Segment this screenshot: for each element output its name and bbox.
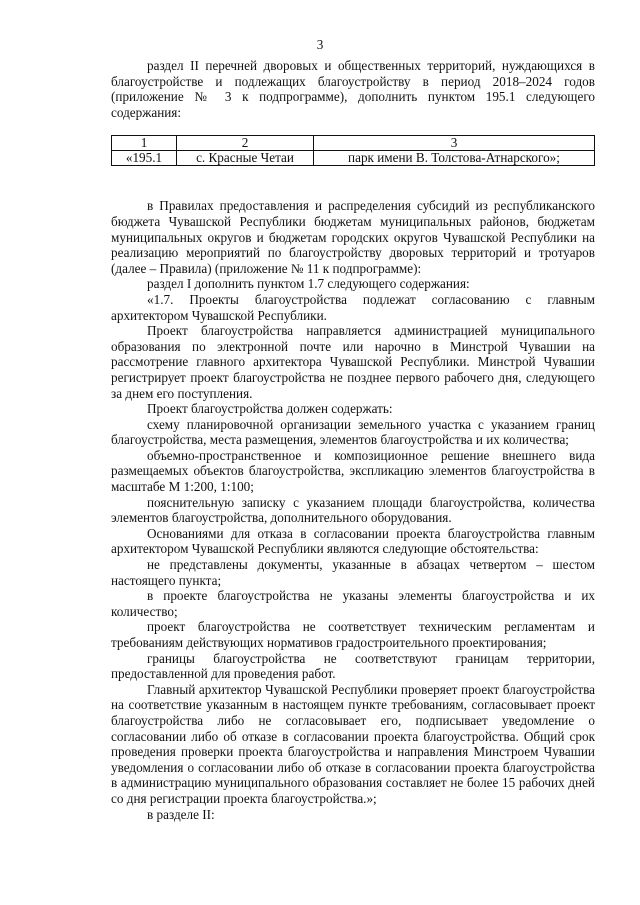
paragraph-section-i: раздел I дополнить пунктом 1.7 следующего содержания:	[147, 276, 470, 292]
paragraph-refusal-regulations: проект благоустройства не соответствует техническим регламентам и требованиям действующих нормативов градостроительного проектирования;	[111, 619, 595, 650]
document-body	[111, 58, 595, 822]
paragraph-review-procedure: Главный архитектор Чувашской Республики проверяет проект благоустройства на соответствие указанным в настоящем пункте требованиям, согласовывает проект благоустройства либо не согласовывает его, подписывает уведомление о согласовании либо об отказе в согласовании проекта благоустройства. Общий срок проведения проверки проекта благоустройства и направления Минстроем Чувашии уведомления о согласовании либо об отказе в согласовании проекта благоустройства в администрацию муниципального образования составляет не более 15 рабочих дней со дня регистрации проекта благоустройства.»;	[111, 681, 595, 806]
paragraph-refusal-elements: в проекте благоустройства не указаны элементы благоустройства и их количество;	[111, 588, 595, 619]
paragraph-refusal-boundaries: границы благоустройства не соответствуют границам территории, предоставленной для проведения работ.	[111, 650, 595, 682]
table-header-cell: 3	[314, 136, 595, 151]
table-cell-number: «195.1	[112, 151, 177, 166]
table-header-cell: 1	[112, 136, 177, 151]
paragraph-rules-amendment: в Правилах предоставления и распределения субсидий из республиканского бюджета Чувашской Республики бюджетам муниципальных районов, бюджетам муниципальных округов и бюджетам городских округов Чувашской Республики на реализацию мероприятий по благоустройству дворовых территорий и тротуаров (далее – Правила) (приложение № 11 к подпрограмме):	[111, 198, 595, 276]
amendment-table	[111, 135, 595, 166]
page-number: 3	[316, 37, 324, 52]
table-header-row	[112, 136, 595, 151]
intro-paragraph: раздел II перечней дворовых и общественных территорий, нуждающихся в благоустройстве и подлежащих благоустройству в период 2018–2024 годов (приложение № 3 к подпрограмме), дополнить пунктом 195.1 следующего содержания:	[111, 58, 595, 120]
paragraph-submission: Проект благоустройства направляется администрацией муниципального образования по электронной почте или нарочно в Минстрой Чувашии на рассмотрение главного архитектора Чувашской Республики. Минстрой Чувашии регистрирует проект благоустройства не позднее первого рабочего дня, следующего за днем его поступления.	[111, 323, 595, 401]
paragraph-refusal-docs: не представлены документы, указанные в абзацах четвертом – шестом настоящего пункта;	[111, 557, 595, 588]
table-header-cell: 2	[177, 136, 314, 151]
paragraph-contents-intro: Проект благоустройства должен содержать:	[147, 401, 393, 417]
table-cell-locality: с. Красные Четаи	[177, 151, 314, 166]
paragraph-contents-scheme: схему планировочной организации земельного участка с указанием границ благоустройства, места размещения, элементов благоустройства и их количества;	[111, 416, 595, 448]
paragraph-contents-note: пояснительную записку с указанием площади благоустройства, количества элементов благоустройства, дополнительного оборудования.	[111, 494, 595, 526]
table-cell-object: парк имени В. Толстова-Атнарского»;	[314, 151, 595, 166]
paragraph-contents-volume: объемно-пространственное и композиционное решение внешнего вида размещаемых объектов благоустройства, экспликацию элементов благоустройства в масштабе М 1:200, 1:100;	[111, 447, 595, 495]
paragraph-refusal-intro: Основаниями для отказа в согласовании проекта благоустройства главным архитектором Чувашской Республики являются следующие обстоятельства:	[111, 525, 595, 557]
table-row	[112, 151, 595, 166]
paragraph-section-ii: в разделе II:	[147, 806, 215, 822]
paragraph-item-1-7: «1.7. Проекты благоустройства подлежат согласованию с главным архитектором Чувашской Республики.	[111, 291, 595, 323]
